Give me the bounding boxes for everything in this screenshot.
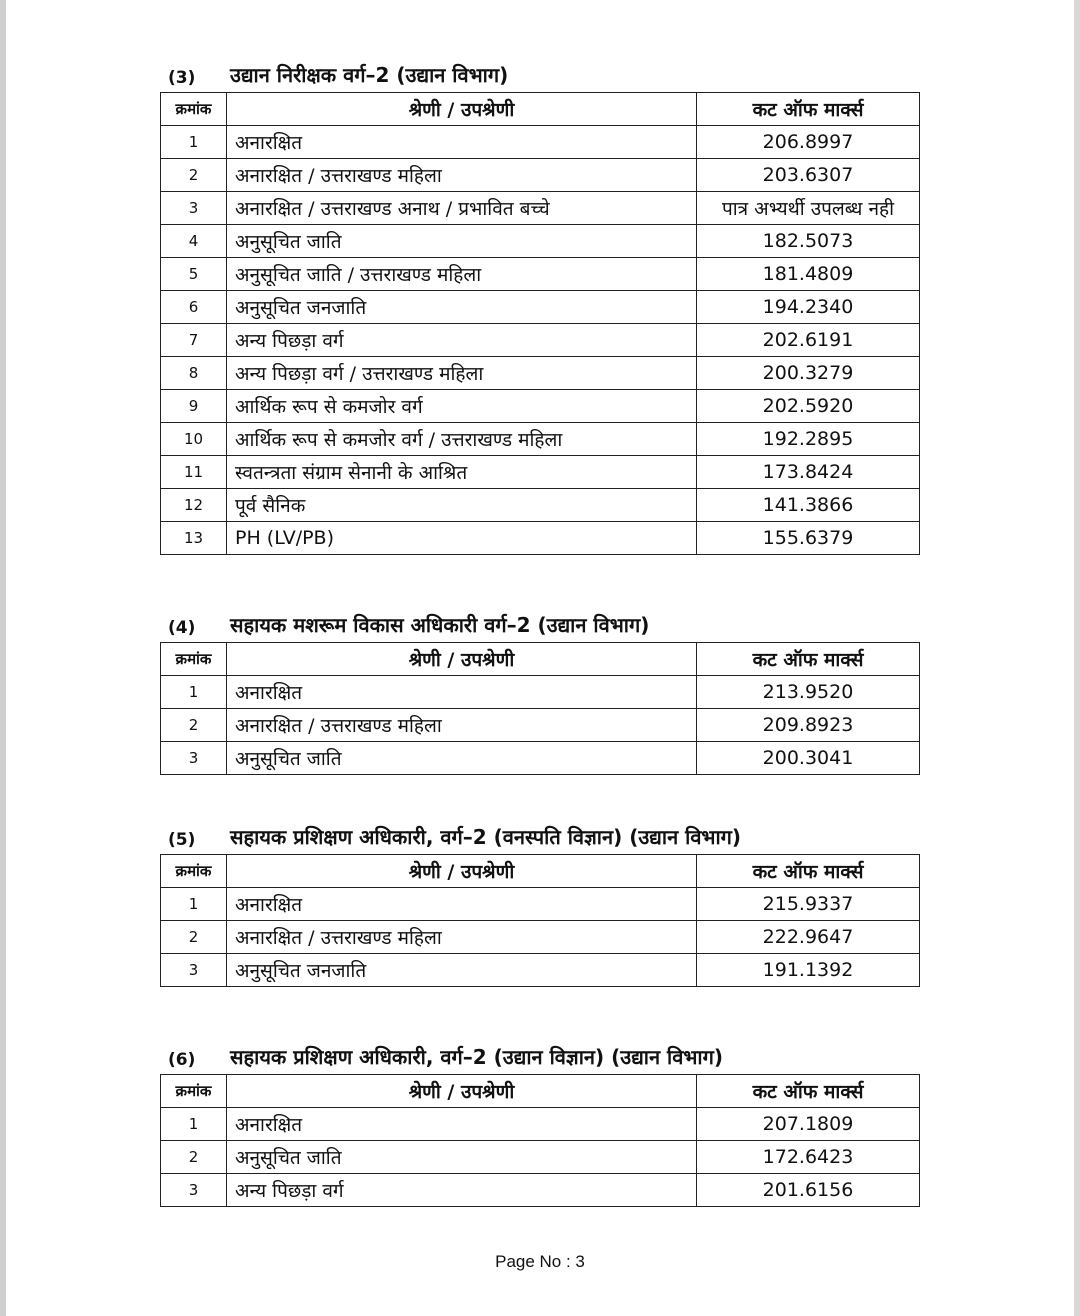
category-cell: अनुसूचित जाति xyxy=(227,1141,697,1174)
category-cell: अन्य पिछड़ा वर्ग xyxy=(227,324,697,357)
header-category: श्रेणी / उपश्रेणी xyxy=(227,93,697,126)
category-cell: अन्य पिछड़ा वर्ग / उत्तराखण्ड महिला xyxy=(227,357,697,390)
serial-cell: 2 xyxy=(161,709,227,742)
category-cell: अनारक्षित / उत्तराखण्ड महिला xyxy=(227,159,697,192)
table-row xyxy=(161,888,920,921)
cutoff-table xyxy=(160,1074,920,1207)
serial-cell: 3 xyxy=(161,1174,227,1207)
table-row xyxy=(161,1108,920,1141)
table-header-row xyxy=(161,855,920,888)
header-cutoff: कट ऑफ मार्क्स xyxy=(697,855,920,888)
table-header-row xyxy=(161,643,920,676)
cutoff-cell: 203.6307 xyxy=(697,159,920,192)
table-row xyxy=(161,291,920,324)
table-row xyxy=(161,357,920,390)
header-serial: क्रमांक xyxy=(161,855,227,888)
category-cell: अनारक्षित xyxy=(227,126,697,159)
serial-cell: 5 xyxy=(161,258,227,291)
cutoff-cell: 202.5920 xyxy=(697,390,920,423)
header-category: श्रेणी / उपश्रेणी xyxy=(227,1075,697,1108)
section-heading xyxy=(160,1038,919,1074)
cutoff-cell: 191.1392 xyxy=(697,954,920,987)
category-cell: आर्थिक रूप से कमजोर वर्ग / उत्तराखण्ड महिला xyxy=(227,423,697,456)
page-edge-left xyxy=(0,0,6,1316)
cutoff-cell: 200.3279 xyxy=(697,357,920,390)
cutoff-cell: 209.8923 xyxy=(697,709,920,742)
table-row xyxy=(161,676,920,709)
table-row xyxy=(161,921,920,954)
serial-cell: 1 xyxy=(161,676,227,709)
table-header-row xyxy=(161,93,920,126)
table-row xyxy=(161,225,920,258)
table-row xyxy=(161,1174,920,1207)
serial-cell: 3 xyxy=(161,954,227,987)
category-cell: अनारक्षित xyxy=(227,676,697,709)
section-number: (3) xyxy=(168,68,196,88)
table-row xyxy=(161,258,920,291)
section-title: सहायक प्रशिक्षण अधिकारी, वर्ग–2 (वनस्पति विज्ञान) (उद्यान विभाग) xyxy=(230,825,742,849)
serial-cell: 2 xyxy=(161,1141,227,1174)
cutoff-cell: पात्र अभ्यर्थी उपलब्ध नही xyxy=(697,192,920,225)
header-serial: क्रमांक xyxy=(161,643,227,676)
cutoff-cell: 201.6156 xyxy=(697,1174,920,1207)
category-cell: अनारक्षित xyxy=(227,888,697,921)
cutoff-cell: 215.9337 xyxy=(697,888,920,921)
cutoff-cell: 141.3866 xyxy=(697,489,920,522)
cutoff-cell: 202.6191 xyxy=(697,324,920,357)
table-row xyxy=(161,126,920,159)
section-title: सहायक मशरूम विकास अधिकारी वर्ग–2 (उद्यान विभाग) xyxy=(230,613,650,637)
table-header-row xyxy=(161,1075,920,1108)
section-6 xyxy=(160,1038,919,1207)
table-row xyxy=(161,489,920,522)
cutoff-cell: 213.9520 xyxy=(697,676,920,709)
table-row xyxy=(161,456,920,489)
header-cutoff: कट ऑफ मार्क्स xyxy=(697,1075,920,1108)
header-cutoff: कट ऑफ मार्क्स xyxy=(697,93,920,126)
cutoff-cell: 192.2895 xyxy=(697,423,920,456)
serial-cell: 7 xyxy=(161,324,227,357)
cutoff-table xyxy=(160,642,920,775)
section-heading xyxy=(160,56,919,92)
serial-cell: 13 xyxy=(161,522,227,555)
serial-cell: 2 xyxy=(161,159,227,192)
table-row xyxy=(161,423,920,456)
table-row xyxy=(161,522,920,555)
header-cutoff: कट ऑफ मार्क्स xyxy=(697,643,920,676)
header-serial: क्रमांक xyxy=(161,1075,227,1108)
section-title: सहायक प्रशिक्षण अधिकारी, वर्ग–2 (उद्यान विज्ञान) (उद्यान विभाग) xyxy=(230,1045,723,1069)
serial-cell: 6 xyxy=(161,291,227,324)
cutoff-cell: 181.4809 xyxy=(697,258,920,291)
table-row xyxy=(161,1141,920,1174)
serial-cell: 3 xyxy=(161,192,227,225)
category-cell: अनुसूचित जाति xyxy=(227,225,697,258)
cutoff-table xyxy=(160,854,920,987)
cutoff-cell: 200.3041 xyxy=(697,742,920,775)
serial-cell: 12 xyxy=(161,489,227,522)
category-cell: अनुसूचित जाति / उत्तराखण्ड महिला xyxy=(227,258,697,291)
table-row xyxy=(161,390,920,423)
page-number: Page No : 3 xyxy=(495,1252,585,1271)
category-cell: अनुसूचित जाति xyxy=(227,742,697,775)
category-cell: अनारक्षित xyxy=(227,1108,697,1141)
table-row xyxy=(161,954,920,987)
cutoff-cell: 207.1809 xyxy=(697,1108,920,1141)
category-cell: PH (LV/PB) xyxy=(227,522,697,555)
cutoff-cell: 172.6423 xyxy=(697,1141,920,1174)
serial-cell: 9 xyxy=(161,390,227,423)
serial-cell: 8 xyxy=(161,357,227,390)
serial-cell: 4 xyxy=(161,225,227,258)
category-cell: अन्य पिछड़ा वर्ग xyxy=(227,1174,697,1207)
category-cell: अनारक्षित / उत्तराखण्ड महिला xyxy=(227,709,697,742)
section-5 xyxy=(160,818,919,987)
cutoff-table xyxy=(160,92,920,555)
section-heading xyxy=(160,818,919,854)
table-row xyxy=(161,159,920,192)
section-3 xyxy=(160,56,919,555)
page-edge-right xyxy=(1074,0,1080,1316)
serial-cell: 2 xyxy=(161,921,227,954)
section-4 xyxy=(160,606,919,775)
serial-cell: 1 xyxy=(161,888,227,921)
section-number: (4) xyxy=(168,618,196,638)
cutoff-cell: 173.8424 xyxy=(697,456,920,489)
table-row xyxy=(161,192,920,225)
header-category: श्रेणी / उपश्रेणी xyxy=(227,855,697,888)
category-cell: स्वतन्त्रता संग्राम सेनानी के आश्रित xyxy=(227,456,697,489)
serial-cell: 10 xyxy=(161,423,227,456)
cutoff-cell: 222.9647 xyxy=(697,921,920,954)
table-row xyxy=(161,709,920,742)
header-category: श्रेणी / उपश्रेणी xyxy=(227,643,697,676)
serial-cell: 1 xyxy=(161,126,227,159)
cutoff-cell: 206.8997 xyxy=(697,126,920,159)
section-number: (6) xyxy=(168,1050,196,1070)
serial-cell: 1 xyxy=(161,1108,227,1141)
header-serial: क्रमांक xyxy=(161,93,227,126)
section-heading xyxy=(160,606,919,642)
category-cell: अनारक्षित / उत्तराखण्ड अनाथ / प्रभावित बच्चे xyxy=(227,192,697,225)
category-cell: अनुसूचित जनजाति xyxy=(227,954,697,987)
category-cell: अनुसूचित जनजाति xyxy=(227,291,697,324)
serial-cell: 11 xyxy=(161,456,227,489)
category-cell: पूर्व सैनिक xyxy=(227,489,697,522)
serial-cell: 3 xyxy=(161,742,227,775)
cutoff-cell: 194.2340 xyxy=(697,291,920,324)
table-row xyxy=(161,742,920,775)
section-number: (5) xyxy=(168,830,196,850)
category-cell: आर्थिक रूप से कमजोर वर्ग xyxy=(227,390,697,423)
table-row xyxy=(161,324,920,357)
cutoff-cell: 182.5073 xyxy=(697,225,920,258)
cutoff-cell: 155.6379 xyxy=(697,522,920,555)
section-title: उद्यान निरीक्षक वर्ग–2 (उद्यान विभाग) xyxy=(230,63,509,87)
category-cell: अनारक्षित / उत्तराखण्ड महिला xyxy=(227,921,697,954)
